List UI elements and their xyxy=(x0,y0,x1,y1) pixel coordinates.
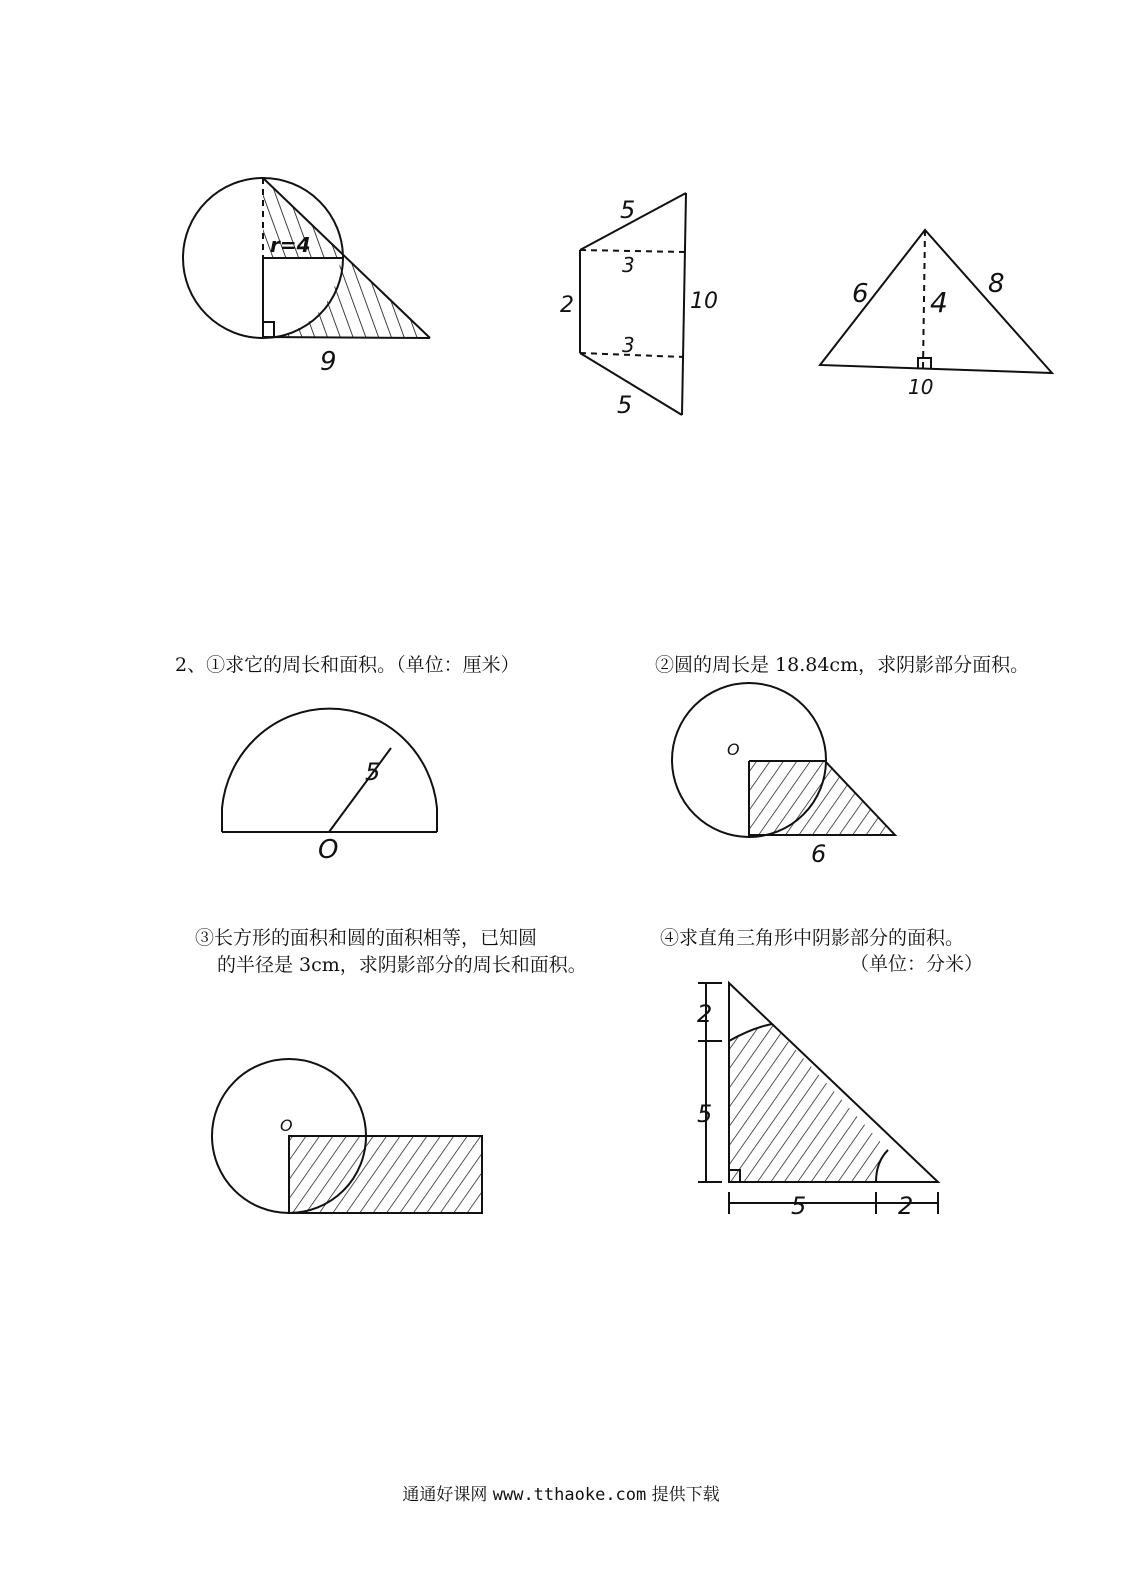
question-4-line2: （单位：分米） xyxy=(850,953,984,975)
question-4-line1: ④求直角三角形中阴影部分的面积。 xyxy=(660,927,965,949)
figure-right-triangle xyxy=(698,983,938,1214)
trap-bottom-slant: 5 xyxy=(617,391,633,419)
q3-center: O xyxy=(280,1116,293,1135)
trap-top-slant: 5 xyxy=(620,196,636,224)
question-3-line2: 的半径是 3cm，求阴影部分的周长和面积。 xyxy=(217,954,587,976)
figure-circle-triangle xyxy=(183,178,430,338)
tri-height: 4 xyxy=(930,286,948,319)
q4-horizontal-right: 2 xyxy=(898,1192,914,1220)
trap-left: 2 xyxy=(560,293,574,318)
tri-right: 8 xyxy=(988,269,1005,299)
tri-base: 10 xyxy=(908,375,934,399)
figure-semicircle xyxy=(222,709,437,832)
trap-bottom-inner: 3 xyxy=(622,333,635,357)
triangle-base xyxy=(263,337,430,338)
semicircle-radius: 5 xyxy=(365,758,381,786)
q4-horizontal-left: 5 xyxy=(791,1192,807,1220)
q2-base: 6 xyxy=(811,840,827,868)
footer-url[interactable]: www.tthaoke.com xyxy=(492,1485,647,1505)
figure-circle-trapezoid xyxy=(672,683,895,837)
tri-left: 6 xyxy=(852,279,869,309)
footer-site: 通通好课网 xyxy=(402,1485,488,1505)
radius-label: r=4 xyxy=(270,233,311,257)
footer-suffix: 提供下载 xyxy=(651,1485,720,1505)
q4-vertical-top: 2 xyxy=(697,1000,713,1028)
semicircle-center: O xyxy=(318,835,339,865)
q2-center: O xyxy=(727,740,740,759)
trap-top-inner: 3 xyxy=(622,253,635,277)
base-label: 9 xyxy=(320,347,337,377)
question-2: ②圆的周长是 18.84cm，求阴影部分面积。 xyxy=(655,654,1030,676)
figure-circle-rectangle xyxy=(212,1059,482,1213)
figure-trapezoid xyxy=(580,193,686,415)
question-1: 2、①求它的周长和面积。（单位：厘米） xyxy=(175,654,520,676)
q4-vertical-bottom: 5 xyxy=(697,1100,713,1128)
question-3-line1: ③长方形的面积和圆的面积相等，已知圆 xyxy=(195,927,538,949)
trap-right: 10 xyxy=(690,289,718,314)
footer xyxy=(0,1480,1122,1505)
